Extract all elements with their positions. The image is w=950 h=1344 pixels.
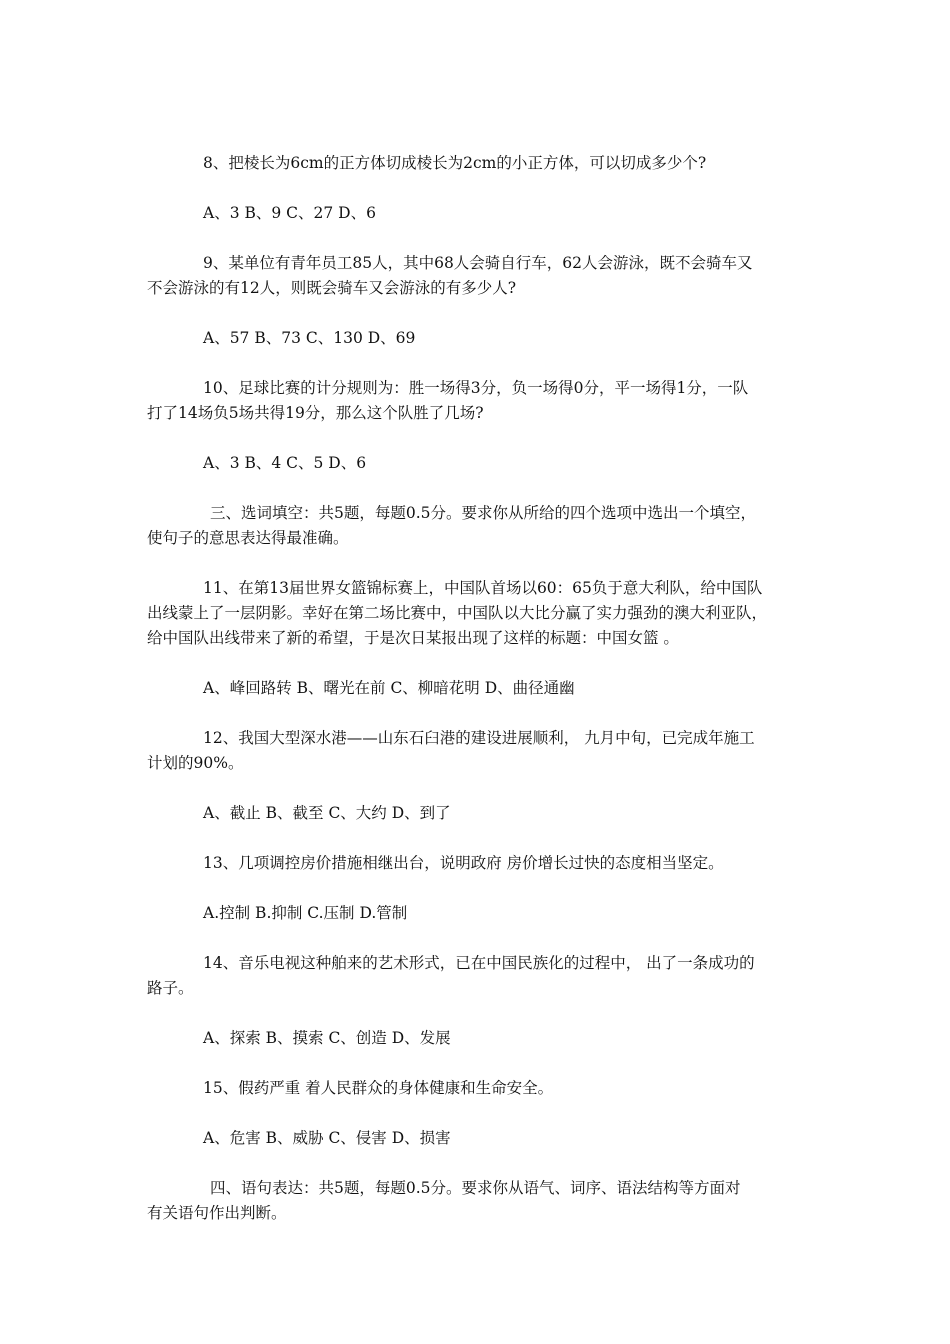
section-3-heading-line2: 使句子的意思表达得最准确。 (147, 529, 349, 547)
question-15-options: A、危害 B、威胁 C、侵害 D、损害 (203, 1129, 451, 1147)
question-10-options: A、3 B、4 C、5 D、6 (203, 454, 367, 472)
question-15-stem: 15、假药严重 着人民群众的身体健康和生命安全。 (203, 1079, 554, 1097)
question-14-stem-line1: 14、音乐电视这种舶来的艺术形式，已在中国民族化的过程中， 出了一条成功的 (203, 954, 755, 972)
question-11-stem-line1: 11、在第13届世界女篮锦标赛上，中国队首场以60：65负于意大利队，给中国队 (203, 579, 763, 597)
question-13-stem: 13、几项调控房价措施相继出台，说明政府 房价增长过快的态度相当坚定。 (203, 854, 724, 872)
question-11-stem-line3: 给中国队出线带来了新的希望，于是次日某报出现了这样的标题：中国女篮 。 (147, 629, 679, 647)
question-10-stem-line1: 10、足球比赛的计分规则为：胜一场得3分，负一场得0分，平一场得1分，一队 (203, 379, 749, 397)
question-9-stem-line2: 不会游泳的有12人，则既会骑车又会游泳的有多少人? (147, 279, 517, 297)
section-4-heading-line1: 四、语句表达：共5题，每题0.5分。要求你从语气、词序、语法结构等方面对 (210, 1179, 741, 1197)
question-10-stem-line2: 打了14场负5场共得19分，那么这个队胜了几场? (147, 404, 484, 422)
question-12-stem-line1: 12、我国大型深水港——山东石臼港的建设进展顺利， 九月中旬，已完成年施工 (203, 729, 755, 747)
question-9-stem-line1: 9、某单位有青年员工85人，其中68人会骑自行车，62人会游泳，既不会骑车又 (203, 254, 753, 272)
section-4-heading-line2: 有关语句作出判断。 (147, 1204, 287, 1222)
question-14-options: A、探索 B、摸索 C、创造 D、发展 (203, 1029, 451, 1047)
question-9-options: A、57 B、73 C、130 D、69 (203, 329, 416, 347)
question-11-stem-line2: 出线蒙上了一层阴影。幸好在第二场比赛中，中国队以大比分赢了实力强劲的澳大利亚队， (147, 604, 768, 622)
question-11-options: A、峰回路转 B、曙光在前 C、柳暗花明 D、曲径通幽 (203, 679, 575, 697)
question-13-options: A.控制 B.抑制 C.压制 D.管制 (203, 904, 408, 922)
question-14-stem-line2: 路子。 (147, 979, 194, 997)
question-8-stem: 8、把棱长为6cm的正方体切成棱长为2cm的小正方体，可以切成多少个? (203, 154, 707, 172)
question-8-options: A、3 B、9 C、27 D、6 (203, 204, 376, 222)
question-12-options: A、截止 B、截至 C、大约 D、到了 (203, 804, 451, 822)
section-3-heading-line1: 三、选词填空：共5题，每题0.5分。要求你从所给的四个选项中选出一个填空， (210, 504, 757, 522)
question-12-stem-line2: 计划的90%。 (147, 754, 244, 772)
